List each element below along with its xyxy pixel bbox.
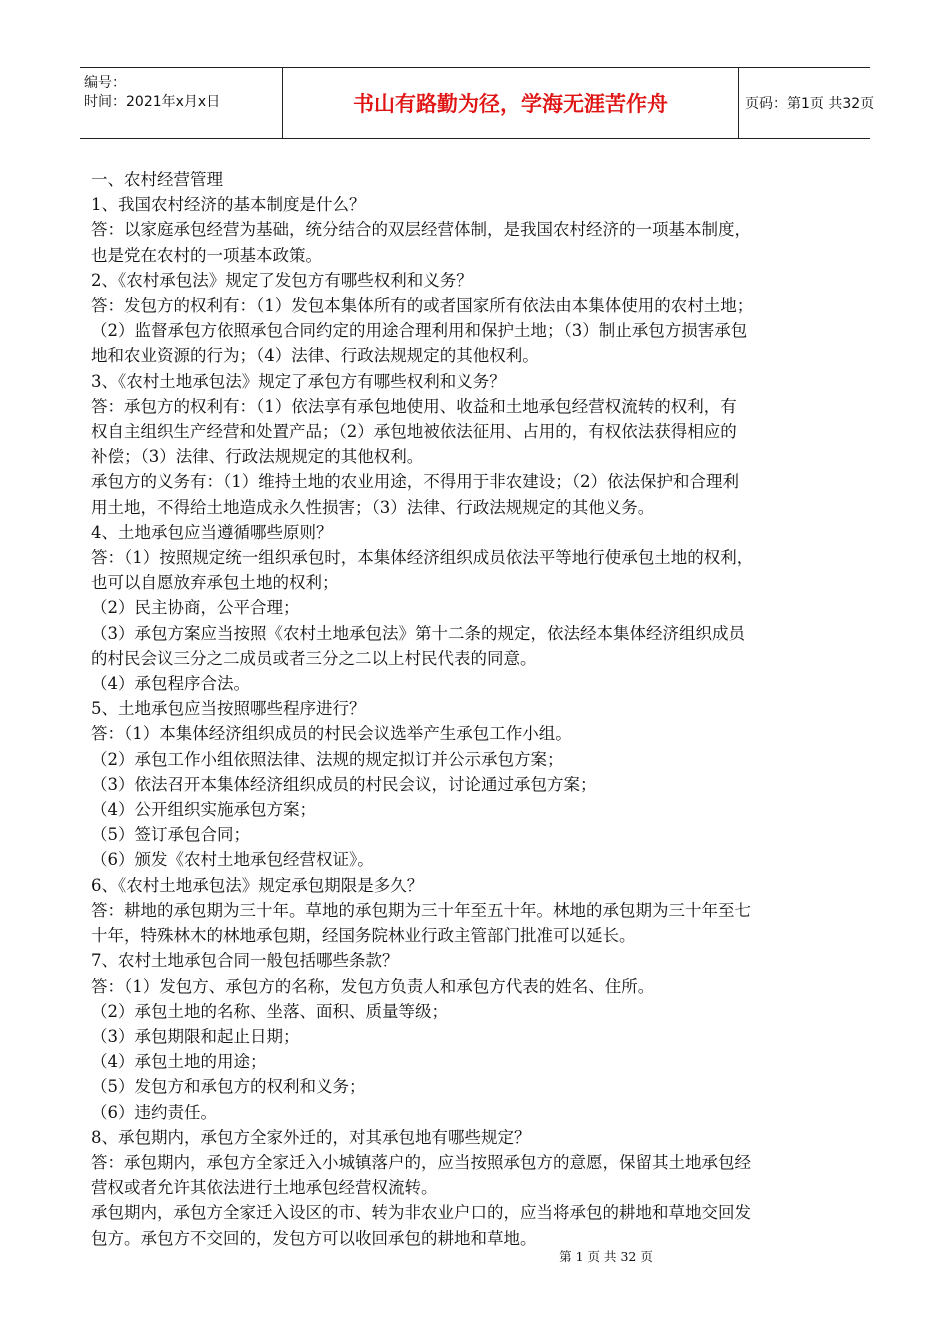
text-line: 6、《农村土地承包法》规定承包期限是多久？ — [91, 875, 424, 895]
text-line: 2、《农村承包法》规定了发包方有哪些权利和义务？ — [91, 270, 473, 290]
text-line: （4）公开组织实施承包方案； — [91, 800, 316, 820]
text-line: 承包期内，承包方全家迁入设区的市、转为非农业户口的，应当将承包的耕地和草地交回发 — [91, 1203, 751, 1223]
motto: 书山有路勤为径，学海无涯苦作舟 — [283, 68, 739, 138]
text-line: 7、农村土地承包合同一般包括哪些条款？ — [91, 951, 399, 971]
text-line: 答：发包方的权利有：（1）发包本集体所有的或者国家所有依法由本集体使用的农村土地； — [91, 296, 754, 316]
text-line: 权自主组织生产经营和处置产品；（2）承包地被依法征用、占用的，有权依法获得相应的 — [91, 422, 737, 442]
text-line: 营权或者允许其依法进行土地承包经营权流转。 — [91, 1178, 438, 1198]
text-line: （6）颁发《农村土地承包经营权证》。 — [91, 850, 374, 870]
text-line: 答：以家庭承包经营为基础，统分结合的双层经营体制，是我国农村经济的一项基本制度， — [91, 220, 751, 240]
page-info: 页码：第1页 共32页 — [745, 96, 875, 112]
text-line: 3、《农村土地承包法》规定了承包方有哪些权利和义务？ — [91, 371, 506, 391]
header-table — [80, 67, 875, 139]
text-line: 补偿；（3）法律、行政法规规定的其他权利。 — [91, 447, 424, 467]
text-line: 4、土地承包应当遵循哪些原则？ — [91, 522, 333, 542]
text-line: （5）发包方和承包方的权利和义务； — [91, 1077, 366, 1097]
text-line: （3）承包方案应当按照《农村土地承包法》第十二条的规定，依法经本集体经济组织成员 — [91, 623, 745, 643]
text-line: 用土地，不得给土地造成永久性损害；（3）法律、行政法规规定的其他义务。 — [91, 497, 655, 517]
document-body — [91, 167, 871, 1251]
text-line: 答：（1）按照规定统一组织承包时，本集体经济组织成员依法平等地行使承包土地的权利， — [91, 548, 754, 568]
text-line: 包方。承包方不交回的，发包方可以收回承包的耕地和草地。 — [91, 1228, 537, 1248]
header-meta-cell — [80, 68, 283, 138]
text-line: 答：承包期内，承包方全家迁入小城镇落户的，应当按照承包方的意愿，保留其土地承包经 — [91, 1152, 751, 1172]
text-line: （4）承包土地的用途； — [91, 1052, 267, 1072]
text-line: （2）承包土地的名称、坐落、面积、质量等级； — [91, 1001, 448, 1021]
text-line: 的村民会议三分之二成员或者三分之二以上村民代表的同意。 — [91, 648, 537, 668]
serial-label: 编号： — [84, 75, 126, 91]
text-line: （2）民主协商，公平合理； — [91, 598, 300, 618]
text-line: （2）承包工作小组依照法律、法规的规定拟订并公示承包方案； — [91, 749, 564, 769]
text-line: （6）违约责任。 — [91, 1102, 217, 1122]
text-line: 也是党在农村的一项基本政策。 — [91, 245, 322, 265]
text-line: 承包方的义务有：（1）维持土地的农业用途，不得用于非农建设；（2）依法保护和合理利 — [91, 472, 739, 492]
text-line: 1、我国农村经济的基本制度是什么？ — [91, 195, 366, 215]
text-line: 答：耕地的承包期为三十年。草地的承包期为三十年至五十年。林地的承包期为三十年至七 — [91, 900, 751, 920]
text-line: 5、土地承包应当按照哪些程序进行？ — [91, 699, 366, 719]
text-line: 答：（1）本集体经济组织成员的村民会议选举产生承包工作小组。 — [91, 724, 572, 744]
text-line: （3）承包期限和起止日期； — [91, 1026, 300, 1046]
text-line: 也可以自愿放弃承包土地的权利； — [91, 573, 339, 593]
text-line: 地和农业资源的行为；（4）法律、行政法规规定的其他权利。 — [91, 346, 539, 366]
text-line: 8、承包期内，承包方全家外迁的，对其承包地有哪些规定？ — [91, 1127, 531, 1147]
text-line: 十年，特殊林木的林地承包期，经国务院林业行政主管部门批准可以延长。 — [91, 926, 636, 946]
text-line: 答：（1）发包方、承包方的名称，发包方负责人和承包方代表的姓名、住所。 — [91, 976, 655, 996]
text-line: （3）依法召开本集体经济组织成员的村民会议，讨论通过承包方案； — [91, 774, 597, 794]
text-line: （5）签订承包合同； — [91, 825, 250, 845]
text-line: （4）承包程序合法。 — [91, 674, 250, 694]
text-line: 答：承包方的权利有：（1）依法享有承包地使用、收益和土地承包经营权流转的权利，有 — [91, 396, 737, 416]
text-line: 一、农村经营管理 — [91, 170, 223, 189]
text-line: （2）监督承包方依照承包合同约定的用途合理利用和保护土地；（3）制止承包方损害承包 — [91, 321, 748, 341]
date-label: 时间：2021年x月x日 — [84, 94, 221, 110]
page-footer: 第 1 页 共 32 页 — [559, 1249, 653, 1264]
